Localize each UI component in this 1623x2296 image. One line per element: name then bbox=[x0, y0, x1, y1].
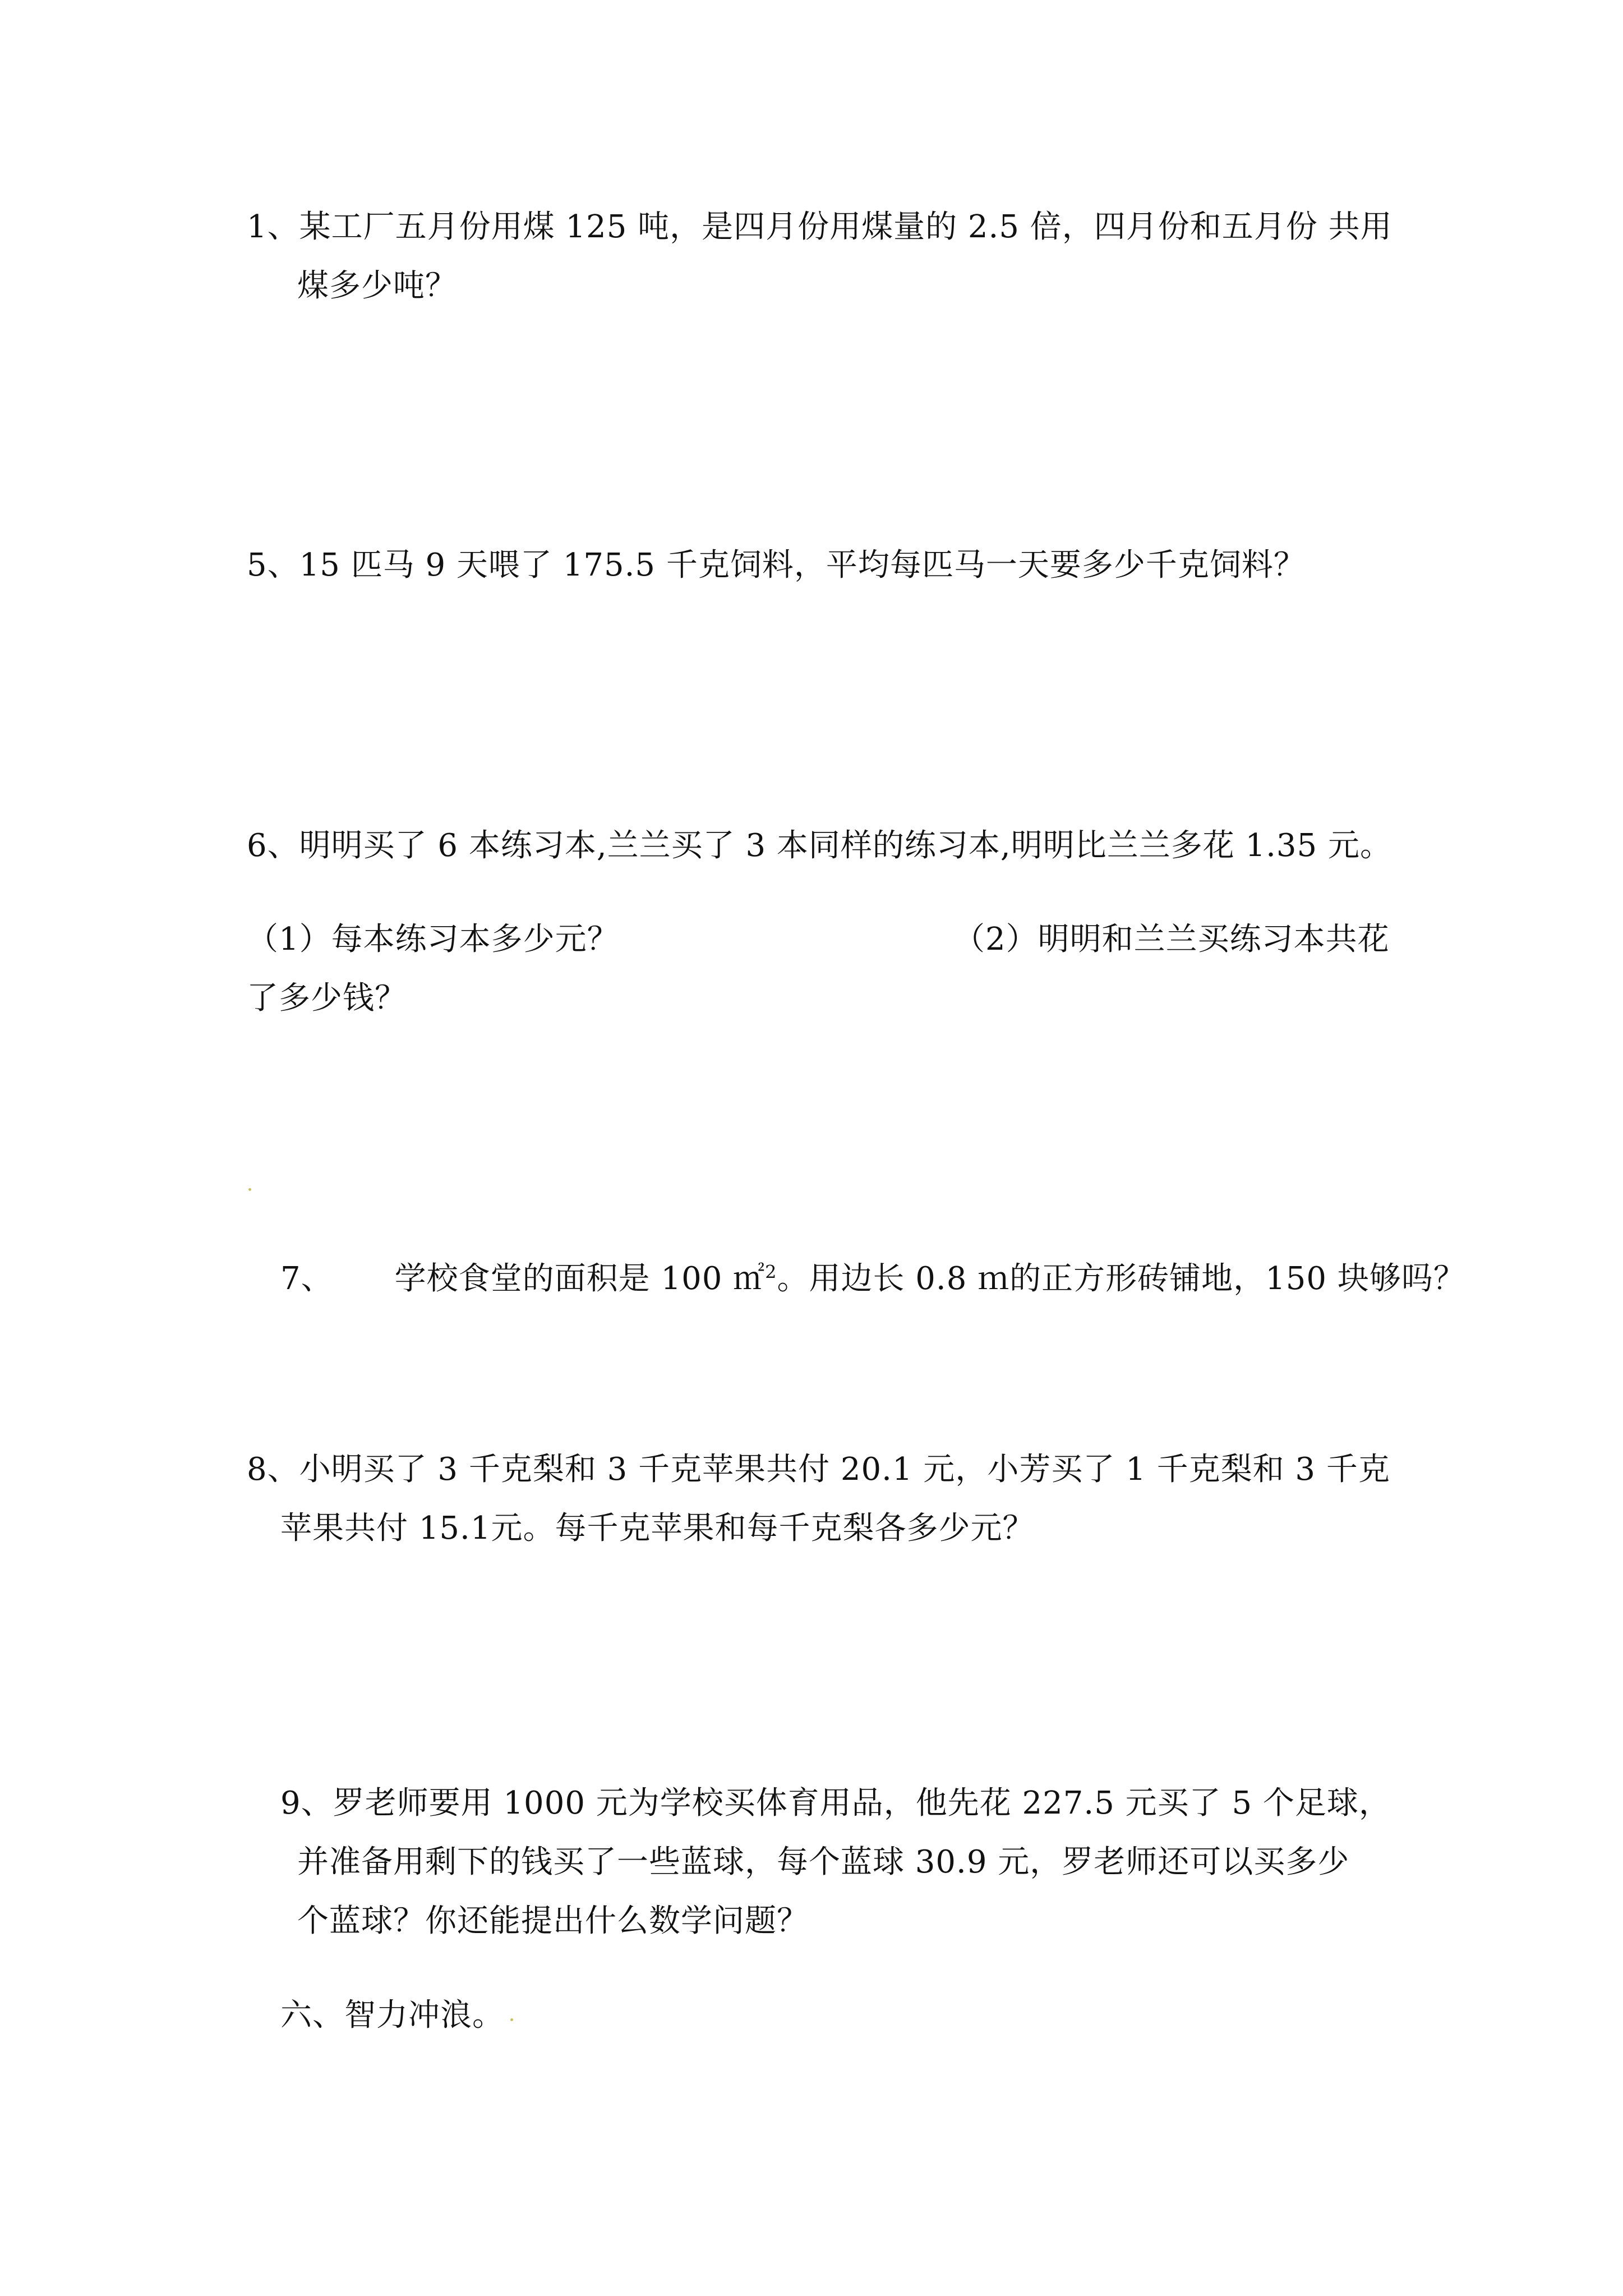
speck-mark bbox=[248, 1188, 251, 1191]
problem-1-line-1: 1、某工厂五月份用煤 125 吨，是四月份用煤量的 2.5 倍，四月份和五月份 共用 bbox=[247, 209, 1393, 245]
problem-6-line-1: 6、明明买了 6 本练习本,兰兰买了 3 本同样的练习本,明明比兰兰多花 1.35 元。 bbox=[247, 827, 1392, 864]
problem-9-line-1: 9、罗老师要用 1000 元为学校买体育用品，他先花 227.5 元买了 5 个足球， bbox=[280, 1785, 1391, 1821]
section-heading: 六、智力冲浪。 bbox=[280, 1997, 504, 2033]
problem-7-line bbox=[280, 1257, 1465, 1301]
problem-9-line-2: 并准备用剩下的钱买了一些蓝球，每个蓝球 30.9 元，罗老师还可以买多少 bbox=[297, 1844, 1350, 1880]
problem-1-line-2: 煤多少吨？ bbox=[297, 268, 457, 304]
problem-8-line-1: 8、小明买了 3 千克梨和 3 千克苹果共付 20.1 元，小芳买了 1 千克梨和 3 千克 bbox=[247, 1451, 1390, 1488]
problem-8-line-2: 苹果共付 15.1元。每千克苹果和每千克梨各多少元？ bbox=[280, 1510, 1035, 1547]
problem-7-number: 7、 bbox=[280, 1260, 333, 1297]
problem-9-line-3: 个蓝球？你还能提出什么数学问题？ bbox=[297, 1903, 809, 1939]
problem-6-sub-2: （2）明明和兰兰买练习本共花 bbox=[953, 921, 1390, 958]
problem-7-superscript: 2 bbox=[765, 1261, 777, 1283]
problem-7-text-before: 学校食堂的面积是 100 ㎡ bbox=[394, 1260, 766, 1297]
problem-6-line-3: 了多少钱？ bbox=[247, 980, 407, 1016]
speck-mark bbox=[510, 2018, 513, 2021]
problem-6-sub-1: （1）每本练习本多少元？ bbox=[247, 921, 619, 958]
problem-7-text-after: 。用边长 0.8 ｍ的正方形砖铺地，150 块够吗？ bbox=[777, 1260, 1465, 1297]
problem-5-line-1: 5、15 匹马 9 天喂了 175.5 千克饲料，平均每匹马一天要多少千克饲料？ bbox=[247, 547, 1306, 583]
